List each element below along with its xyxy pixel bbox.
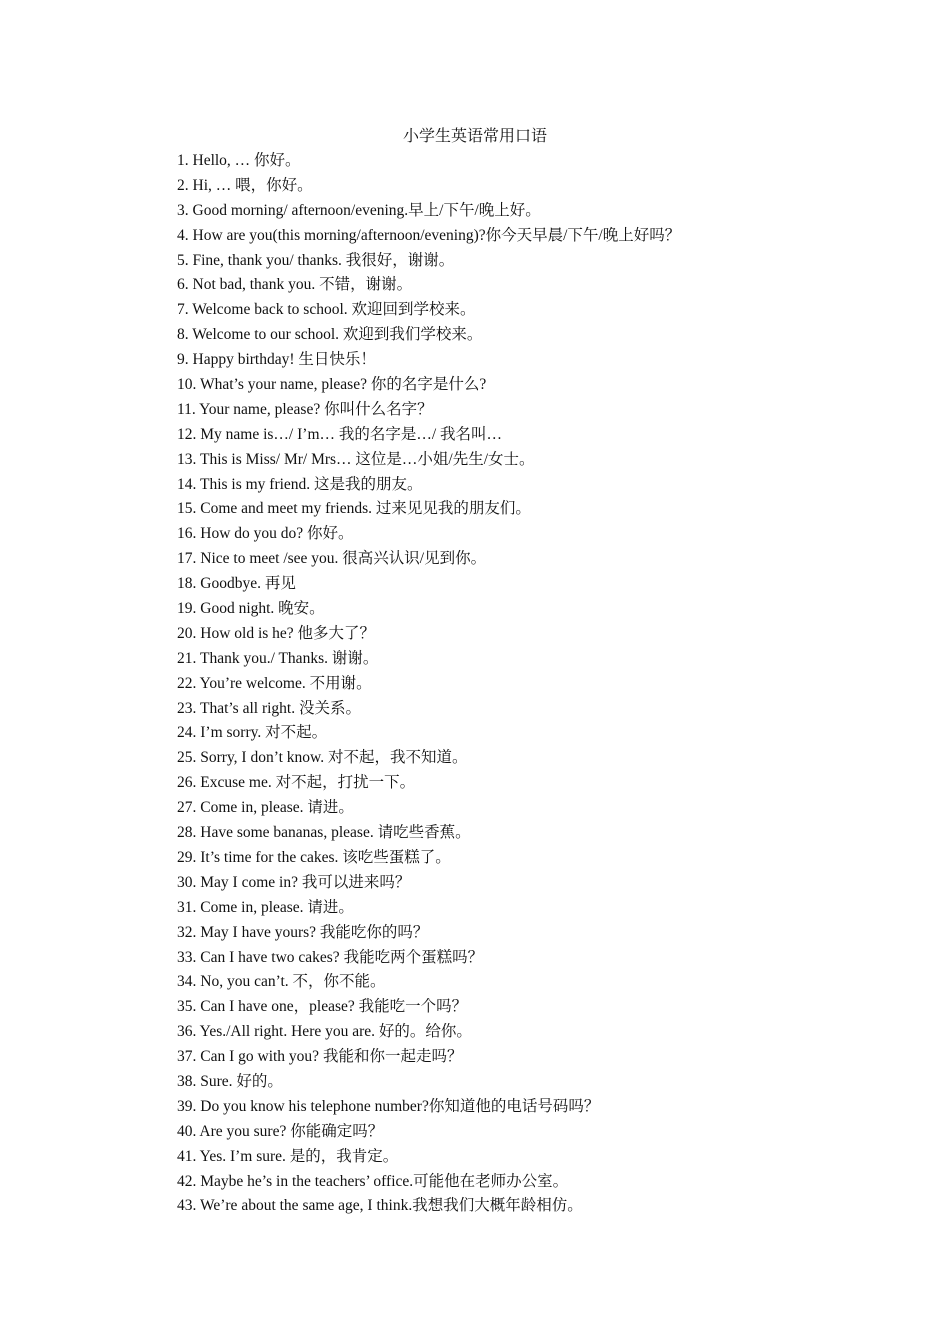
phrase-line: 2. Hi, … 喂，你好。 — [177, 176, 313, 194]
phrase-line: 7. Welcome back to school. 欢迎回到学校来。 — [177, 301, 476, 319]
phrase-line: 40. Are you sure? 你能确定吗？ — [177, 1122, 384, 1140]
phrase-line: 4. How are you(this morning/afternoon/evening)?你今天早晨/下午/晚上好吗？ — [177, 226, 681, 244]
phrase-line: 12. My name is…/ I’m… 我的名字是…/ 我名叫… — [177, 425, 503, 443]
phrase-line: 33. Can I have two cakes? 我能吃两个蛋糕吗？ — [177, 948, 484, 966]
phrase-list — [177, 149, 680, 1219]
phrase-line: 42. Maybe he’s in the teachers’ office.可能他在老师办公室。 — [177, 1172, 569, 1190]
phrase-line: 13. This is Miss/ Mr/ Mrs… 这位是…小姐/先生/女士。 — [177, 450, 535, 468]
phrase-line: 26. Excuse me. 对不起，打扰一下。 — [177, 774, 416, 792]
phrase-line: 9. Happy birthday! 生日快乐！ — [177, 351, 376, 369]
phrase-line: 39. Do you know his telephone number?你知道他的电话号码吗？ — [177, 1097, 600, 1115]
phrase-line: 11. Your name, please? 你叫什么名字？ — [177, 400, 433, 418]
phrase-line: 29. It’s time for the cakes. 该吃些蛋糕了。 — [177, 848, 451, 866]
phrase-line: 34. No, you can’t. 不，你不能。 — [177, 973, 386, 991]
phrase-line: 14. This is my friend. 这是我的朋友。 — [177, 475, 423, 493]
phrase-line: 24. I’m sorry. 对不起。 — [177, 724, 328, 742]
phrase-line: 17. Nice to meet /see you. 很高兴认识/见到你。 — [177, 550, 487, 568]
phrase-line: 21. Thank you./ Thanks. 谢谢。 — [177, 649, 379, 667]
phrase-line: 18. Goodbye. 再见 — [177, 575, 296, 593]
phrase-line: 32. May I have yours? 我能吃你的吗？ — [177, 923, 429, 941]
document-title: 小学生英语常用口语 — [402, 128, 547, 145]
phrase-line: 31. Come in, please. 请进。 — [177, 898, 354, 916]
phrase-line: 19. Good night. 晚安。 — [177, 600, 325, 618]
phrase-line: 38. Sure. 好的。 — [177, 1072, 283, 1090]
phrase-line: 25. Sorry, I don’t know. 对不起，我不知道。 — [177, 749, 468, 767]
phrase-line: 3. Good morning/ afternoon/evening.早上/下午/晚上好。 — [177, 201, 541, 219]
phrase-line: 36. Yes./All right. Here you are. 好的。给你。 — [177, 1023, 472, 1041]
phrase-line: 35. Can I have one，please? 我能吃一个吗？ — [177, 998, 468, 1016]
phrase-line: 43. We’re about the same age, I think.我想我们大概年龄相仿。 — [177, 1197, 583, 1215]
phrase-line: 15. Come and meet my friends. 过来见见我的朋友们。 — [177, 500, 531, 518]
phrase-line: 1. Hello, … 你好。 — [177, 152, 301, 169]
phrase-line: 23. That’s all right. 没关系。 — [177, 699, 361, 717]
phrase-line: 5. Fine, thank you/ thanks. 我很好，谢谢。 — [177, 251, 455, 269]
phrase-line: 8. Welcome to our school. 欢迎到我们学校来。 — [177, 326, 483, 344]
phrase-line: 10. What’s your name, please? 你的名字是什么? — [177, 376, 487, 394]
phrase-line: 6. Not bad, thank you. 不错，谢谢。 — [177, 276, 413, 294]
phrase-line: 37. Can I go with you? 我能和你一起走吗？ — [177, 1048, 463, 1066]
phrase-line: 22. You’re welcome. 不用谢。 — [177, 674, 372, 692]
phrase-line: 20. How old is he? 他多大了？ — [177, 624, 376, 642]
phrase-line: 41. Yes. I’m sure. 是的，我肯定。 — [177, 1147, 399, 1165]
phrase-line: 16. How do you do? 你好。 — [177, 525, 354, 543]
phrase-line: 27. Come in, please. 请进。 — [177, 799, 354, 817]
phrase-line: 28. Have some bananas, please. 请吃些香蕉。 — [177, 824, 471, 842]
phrase-line: 30. May I come in? 我可以进来吗？ — [177, 873, 411, 891]
